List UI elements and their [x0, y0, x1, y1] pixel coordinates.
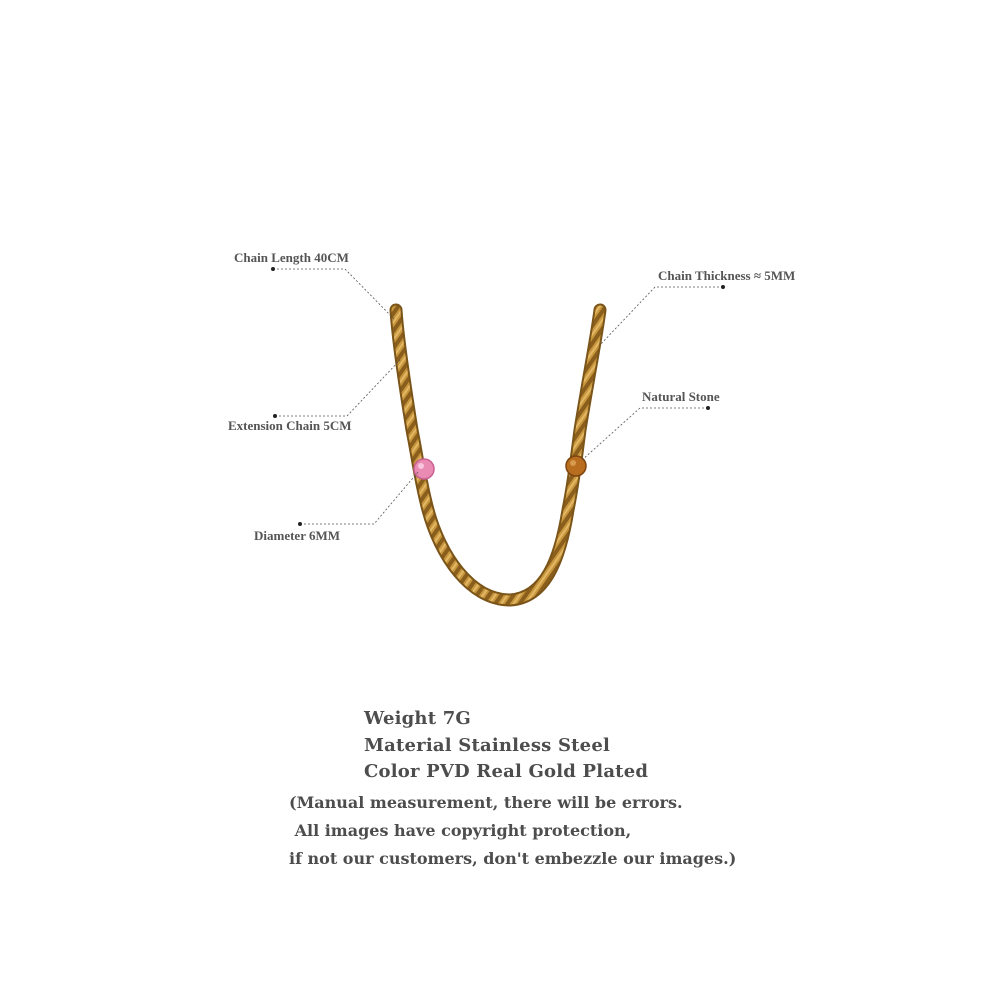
spec-material: Material Stainless Steel: [364, 735, 611, 756]
note-line-2: All images have copyright protection,: [289, 821, 632, 840]
diameter-label: Diameter 6MM: [254, 528, 341, 543]
extension-chain-label: Extension Chain 5CM: [228, 418, 352, 433]
chain-length-label: Chain Length 40CM: [234, 250, 349, 265]
note-line-3: if not our customers, don't embezzle our images.): [289, 849, 737, 868]
chain: [396, 310, 600, 600]
chain-thickness-label: Chain Thickness ≈ 5MM: [658, 268, 796, 283]
note-line-1: (Manual measurement, there will be errors.: [289, 793, 683, 812]
pink-stone: [414, 459, 434, 479]
spec-color: Color PVD Real Gold Plated: [364, 761, 649, 782]
natural-stone-label: Natural Stone: [642, 389, 720, 404]
spec-weight: Weight 7G: [364, 708, 471, 729]
